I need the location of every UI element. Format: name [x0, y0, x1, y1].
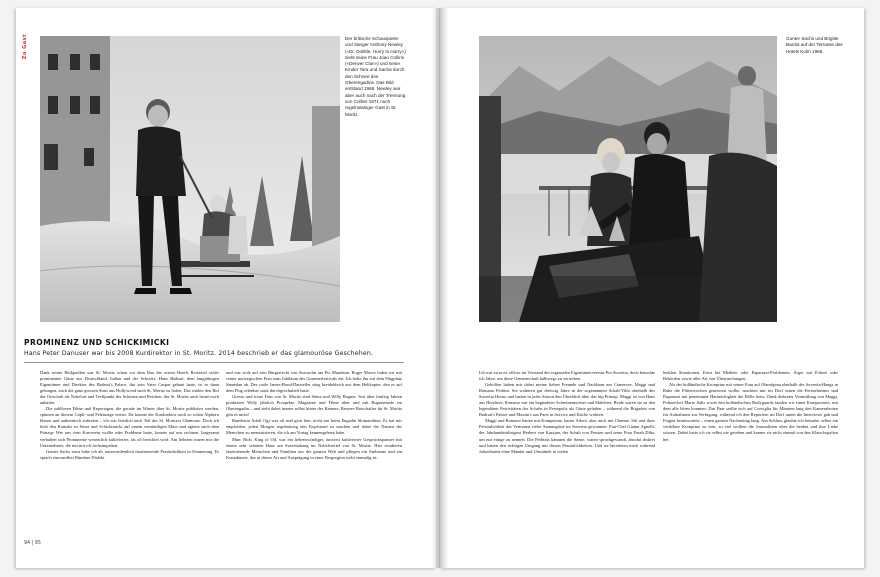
- article-column-4: [663, 370, 838, 443]
- article-headline: PROMINENZ UND SCHICKIMICKI: [24, 338, 170, 347]
- book-gutter: [432, 8, 448, 568]
- article-subhead: Hans Peter Danuser war bis 2008 Kurdirektor in St. Moritz. 2014 beschrieb er das glamouröse Geschehen.: [24, 350, 374, 357]
- article-column-3: [479, 370, 655, 455]
- photo-newley-sled: [40, 36, 340, 322]
- left-photo-caption: Der britische Schauspieler und Sänger Anthony Newley («Dr. Dolittle, Hurry to Hurry») zieht seine Frau Joan Collins («Denver Clan») und seine Kinder Tara und Sacha durch den Schnee des Oberengadins. Das Bild entstand 1966. Newley war aber auch nach der Trennung von Collins 1971 noch regelmässiger Gast in St. Moritz.: [345, 36, 406, 117]
- headline-rule: [24, 362, 404, 363]
- paragraph: heiklen Situationen. Etwa bei Medien- oder Paparazzi-Problemen, Ärger mit Polizei oder Behörden sowie aller Art von Überraschungen.: [663, 370, 838, 382]
- article-column-1: [40, 370, 219, 461]
- paragraph: Ich war zwar ex officio im Vorstand des regionalen Eigentümervereins Pro Suvretta, doch brauchte ich Jahre, um diese Gemeinschaft halbwegs zu verstehen.: [479, 370, 655, 382]
- photo-sachs-bardot-image: [479, 36, 777, 322]
- paragraph: Geholfen haben mir dabei meine lieben Freunde und Nachbarn am Comersee, Maggi und Romano Pedrini. Sie wohnten gut dreissig Jahre in der sogenannten Schah-Villa oberhalb des Suvretta House und hatten in jeder Saison den Überblick über das hip Prinzip. Maggi ist von Haus aus Hoteliere, Romano war ein begnadeter Schreinermeister und Skilehrer. Beide waren sie zu den legendären Festivitäten des Schahs in Persepolis als Gäste geladen – während die Brigaden von Badrutt's Palace und Maxim's aus Paris in Service und Küche wirkten.: [479, 382, 655, 418]
- paragraph: und war stolz auf sein Bürgerrecht von Surcuolm am Piz Mundaun. Roger Moore luden wir mit seiner norwegischen Frau zum Jubiläum des Gourmetfestivals ein. Ich holte ihn auf dem Flugplatz Samedan ab. Der coole James-Bond-Darsteller stieg kreidebleich aus dem Helikopter, den es auf dem Flug offenbar stark durchgeschüttelt hatte.: [226, 370, 402, 394]
- paragraph: Dank seiner Heilquellen war St. Moritz schon vor dem Bau des ersten Hotels Reiseziel vieler prominenter Gäste aus Deutschland, Italien und der Schweiz. Hans Badrutt, dem langjährigen Eigentümer und Direktor des Badrutt's Palace, das sein Vater Caspar gebaut hatte, ist es dann gelungen, auch die ganz grossen Stars aus Hollywood nach St. Moritz zu holen. Das stärkte den Ruf der Ortschaft als Nobelort und Treffpunkt der Schönen und Reichen, der St. Moritz auch heute noch anhaftet.: [40, 370, 219, 406]
- right-photo-caption: Gunter Sachs und Brigitte Bardot auf der Terrasse des Hotels Kulm 1966.: [786, 36, 843, 54]
- article-column-2: [226, 370, 402, 461]
- section-tag: Zu Gast: [22, 34, 28, 60]
- paragraph: Die zahllosen Filme und Reportagen, die gerade im Winter über St. Moritz publiziert werden, spinnen an diesem Cüpli- und Pelzimage weiter. Da konnte der Kurdirektor noch so schön Alphorn blasen und authentisch auftreten – ich war letztlich auch Teil des St. Moritzer Glamours. Doch ich hielt den Kontakt zu Jetset und Schickimicki auf einem vernünftigen Mass und agierte nach dem Prinzip: Wer uns vom Kurverein wollte oder Probleme hatte, konnte auf uns rechnen. Insgesamt verhalten sich Prominente wesentlich kultivierter, als oft berichtet wird. Am liebsten waren mir die Unternehmer, die mit mir oft fachsimpelten.: [40, 406, 219, 448]
- photo-sachs-bardot: [479, 36, 777, 322]
- paragraph: Bundesrat Adolf Ogi war oft und gern hier, nicht nur beim Engadin Skimarathon. Er hat mir empfohlen, jeden Morgen regelmässig den Kopfstand zu machen und dabei die Namen der Menschen zu memorisieren, die ich am Vortag kennengelernt habe.: [226, 418, 402, 436]
- paragraph: Als der holländische Kronprinz mit seiner Frau auf Oberalpina oberhalb des Suvretta-Hangs in Ruhe die Flitterwochen geniessen wollte, machten mir im Dorf unten die Fernsehteams und Paparazzi mit penetranter Hartnäckigkeit die Hölle heiss. Dank diskreter Vermittlung von Maggi, Polizeichef Mario Salis sowie den holländischen Bodyguards fanden wir einen Kompromiss, mit dem alle leben konnten: Das Paar stellte sich auf Corviglia für Minuten lang den Kameraleuten für Aufnahmen zur Verfügung, während ich den Reportern im Dorf unten die Interviews gab und Fragen beantwortete – einen ganzen Nachmittag lang. Am Schluss glaubte ich beinahe, selbst ein verliebter Kronprinz zu sein, so viel wollten die Journalisten über die beiden und ihre Liebe wissen. Dabei hatte ich sie selbst nie gesehen und kannte sie nicht einmal von den Klatschspalten her.: [663, 382, 838, 442]
- paragraph: Gunter Sachs etwa habe ich als ausserordentlich faszinierende Persönlichkeit in Erinnerung. Er sprach einwandfrei Bündner Dialekt: [40, 448, 219, 460]
- photo-newley-sled-image: [40, 36, 340, 322]
- paragraph: Grosse und treue Fans von St. Moritz sind Sônia und Willy Bogner. Seit über fünfzig Jahren produziert Willy jährlich Prospekte, Magazine und Filme über und mit Bognermode im Oberengadin – und steht dabei immer selbst hinter der Kamera. Bessere Botschafter für St. Moritz gibt es nicht!: [226, 394, 402, 418]
- page-folio: 94 | 95: [24, 541, 41, 546]
- paragraph: Marc Rich, King of Oil, war ein liebenswürdiger, äusserst kultivierter Gesprächspartner mit einem sehr schönen Haus am Suvrettahang im Nobelviertel von St. Moritz. Hier residieren faszinierende Menschen und Familien aus der ganzen Welt und pflegen ein Ambiente und ein Kontaktnetz, das in dieser Art und Ausprägung in einer Bergregion wohl einmalig ist.: [226, 436, 402, 460]
- paragraph: Maggi und Romano hatten mit Kompetenz, harter Arbeit, aber auch mit Charme, Stil und ihrer Persönlichkeit das Vertrauen vieler Stammgäste im Suvretta gewonnen: Fiat-Chef Gianni Agnelli, der Jahrhundertdirigent Herbert von Karajan, der Schah von Persien und seine Frau Farah Diba, um nur einige zu nennen. Die Pedrinis kannten die Szene, waren sprachgewandt, absolut diskret und hatten den richtigen Umgang mit diesen Persönlichkeiten. Und sie bereiteten mich während Jahrzehnten ohne Mandat und Umstände in vielen: [479, 418, 655, 454]
